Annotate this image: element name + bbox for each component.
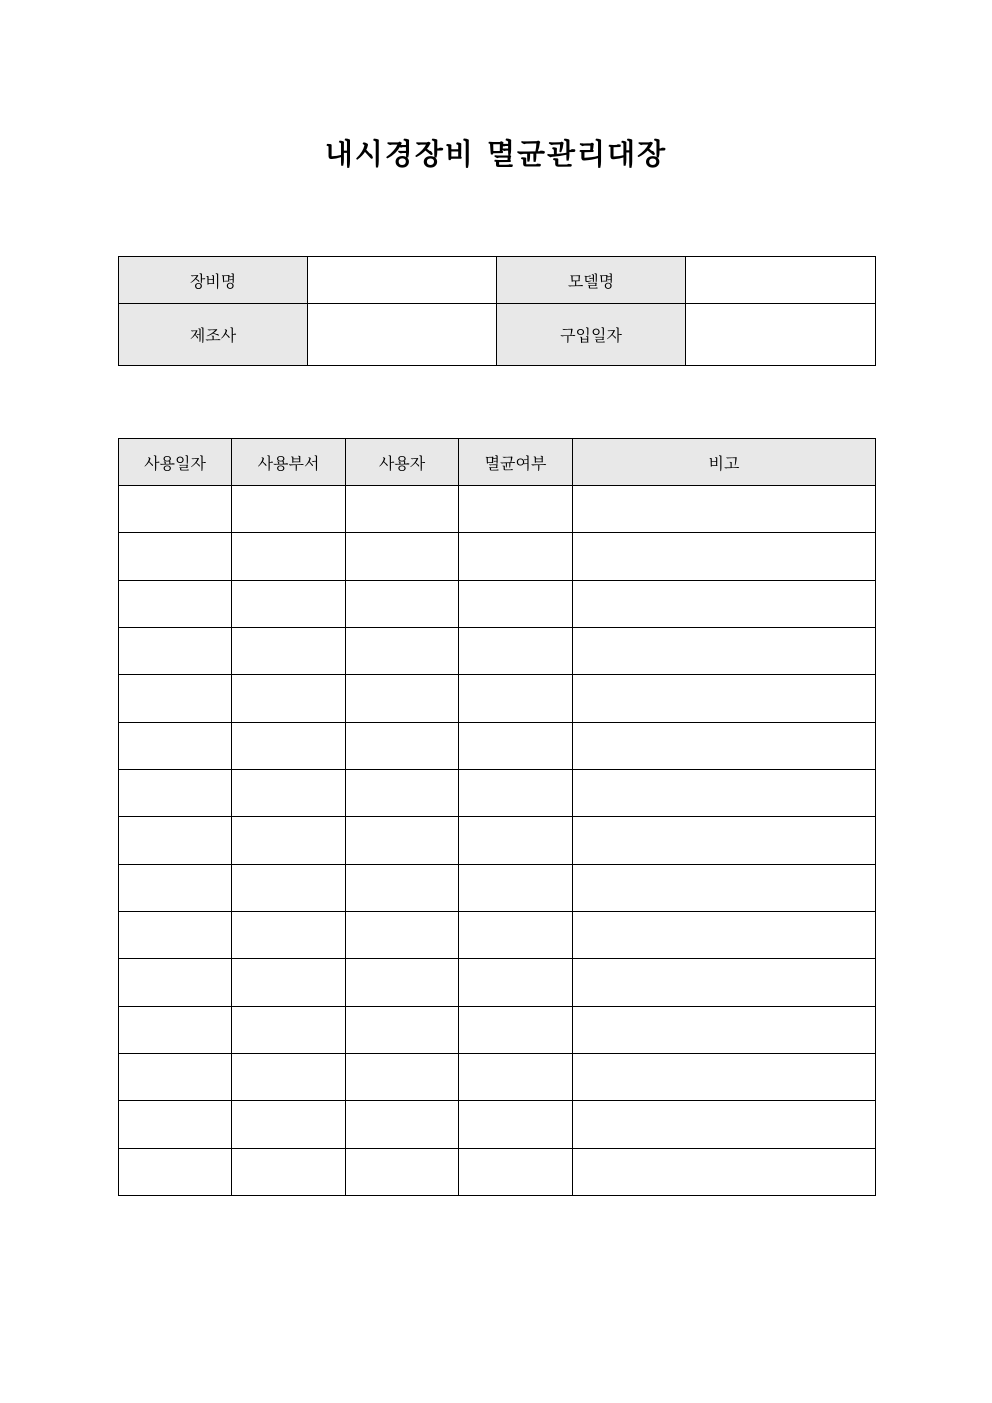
log-row <box>119 769 876 816</box>
user-cell[interactable] <box>346 627 459 674</box>
remarks-cell[interactable] <box>573 580 876 627</box>
use-date-cell[interactable] <box>119 675 232 722</box>
model-name-field[interactable] <box>686 257 876 304</box>
user-cell[interactable] <box>346 769 459 816</box>
log-row <box>119 722 876 769</box>
manufacturer-field[interactable] <box>308 304 497 366</box>
log-row <box>119 817 876 864</box>
use-date-cell[interactable] <box>119 722 232 769</box>
department-cell[interactable] <box>232 769 346 816</box>
department-cell[interactable] <box>232 580 346 627</box>
sterilized-cell[interactable] <box>459 864 573 911</box>
info-row <box>119 304 876 366</box>
column-header-remarks: 비고 <box>573 439 876 486</box>
sterilized-cell[interactable] <box>459 486 573 533</box>
equipment-info-table <box>118 256 876 366</box>
user-cell[interactable] <box>346 959 459 1006</box>
use-date-cell[interactable] <box>119 911 232 958</box>
remarks-cell[interactable] <box>573 911 876 958</box>
remarks-cell[interactable] <box>573 959 876 1006</box>
log-body <box>119 486 876 1196</box>
sterilized-cell[interactable] <box>459 911 573 958</box>
log-row <box>119 911 876 958</box>
department-cell[interactable] <box>232 1053 346 1100</box>
department-cell[interactable] <box>232 1101 346 1148</box>
column-header-department: 사용부서 <box>232 439 346 486</box>
use-date-cell[interactable] <box>119 1148 232 1195</box>
sterilized-cell[interactable] <box>459 1006 573 1053</box>
sterilized-cell[interactable] <box>459 722 573 769</box>
user-cell[interactable] <box>346 1101 459 1148</box>
sterilized-cell[interactable] <box>459 580 573 627</box>
department-cell[interactable] <box>232 1148 346 1195</box>
department-cell[interactable] <box>232 627 346 674</box>
sterilized-cell[interactable] <box>459 769 573 816</box>
user-cell[interactable] <box>346 1006 459 1053</box>
column-header-sterilized: 멸균여부 <box>459 439 573 486</box>
department-cell[interactable] <box>232 911 346 958</box>
remarks-cell[interactable] <box>573 486 876 533</box>
remarks-cell[interactable] <box>573 722 876 769</box>
equipment-name-label: 장비명 <box>119 257 308 304</box>
remarks-cell[interactable] <box>573 1006 876 1053</box>
use-date-cell[interactable] <box>119 1053 232 1100</box>
use-date-cell[interactable] <box>119 627 232 674</box>
log-row <box>119 959 876 1006</box>
manufacturer-label: 제조사 <box>119 304 308 366</box>
log-header-row <box>119 439 876 486</box>
log-row <box>119 627 876 674</box>
sterilized-cell[interactable] <box>459 959 573 1006</box>
sterilized-cell[interactable] <box>459 1053 573 1100</box>
remarks-cell[interactable] <box>573 675 876 722</box>
user-cell[interactable] <box>346 486 459 533</box>
use-date-cell[interactable] <box>119 533 232 580</box>
department-cell[interactable] <box>232 722 346 769</box>
sterilized-cell[interactable] <box>459 1148 573 1195</box>
log-row <box>119 675 876 722</box>
user-cell[interactable] <box>346 580 459 627</box>
log-row <box>119 864 876 911</box>
purchase-date-field[interactable] <box>686 304 876 366</box>
user-cell[interactable] <box>346 1053 459 1100</box>
user-cell[interactable] <box>346 864 459 911</box>
use-date-cell[interactable] <box>119 817 232 864</box>
remarks-cell[interactable] <box>573 769 876 816</box>
use-date-cell[interactable] <box>119 864 232 911</box>
user-cell[interactable] <box>346 675 459 722</box>
info-row <box>119 257 876 304</box>
department-cell[interactable] <box>232 486 346 533</box>
user-cell[interactable] <box>346 817 459 864</box>
sterilized-cell[interactable] <box>459 533 573 580</box>
remarks-cell[interactable] <box>573 864 876 911</box>
use-date-cell[interactable] <box>119 1006 232 1053</box>
user-cell[interactable] <box>346 722 459 769</box>
column-header-use-date: 사용일자 <box>119 439 232 486</box>
sterilized-cell[interactable] <box>459 627 573 674</box>
log-row <box>119 1101 876 1148</box>
department-cell[interactable] <box>232 533 346 580</box>
use-date-cell[interactable] <box>119 1101 232 1148</box>
sterilized-cell[interactable] <box>459 1101 573 1148</box>
use-date-cell[interactable] <box>119 769 232 816</box>
user-cell[interactable] <box>346 911 459 958</box>
log-row <box>119 533 876 580</box>
purchase-date-label: 구입일자 <box>497 304 686 366</box>
sterilized-cell[interactable] <box>459 675 573 722</box>
department-cell[interactable] <box>232 817 346 864</box>
sterilized-cell[interactable] <box>459 817 573 864</box>
use-date-cell[interactable] <box>119 486 232 533</box>
department-cell[interactable] <box>232 1006 346 1053</box>
department-cell[interactable] <box>232 959 346 1006</box>
remarks-cell[interactable] <box>573 1148 876 1195</box>
remarks-cell[interactable] <box>573 533 876 580</box>
document-title: 내시경장비 멸균관리대장 <box>324 137 668 171</box>
remarks-cell[interactable] <box>573 1101 876 1148</box>
user-cell[interactable] <box>346 533 459 580</box>
log-row <box>119 1006 876 1053</box>
use-date-cell[interactable] <box>119 580 232 627</box>
log-row <box>119 580 876 627</box>
use-date-cell[interactable] <box>119 959 232 1006</box>
department-cell[interactable] <box>232 675 346 722</box>
remarks-cell[interactable] <box>573 1053 876 1100</box>
model-name-label: 모델명 <box>497 257 686 304</box>
log-row <box>119 1148 876 1195</box>
remarks-cell[interactable] <box>573 817 876 864</box>
sterilization-log-table <box>118 438 876 1196</box>
user-cell[interactable] <box>346 1148 459 1195</box>
column-header-user: 사용자 <box>346 439 459 486</box>
remarks-cell[interactable] <box>573 627 876 674</box>
equipment-name-field[interactable] <box>308 257 497 304</box>
department-cell[interactable] <box>232 864 346 911</box>
log-row <box>119 486 876 533</box>
log-row <box>119 1053 876 1100</box>
